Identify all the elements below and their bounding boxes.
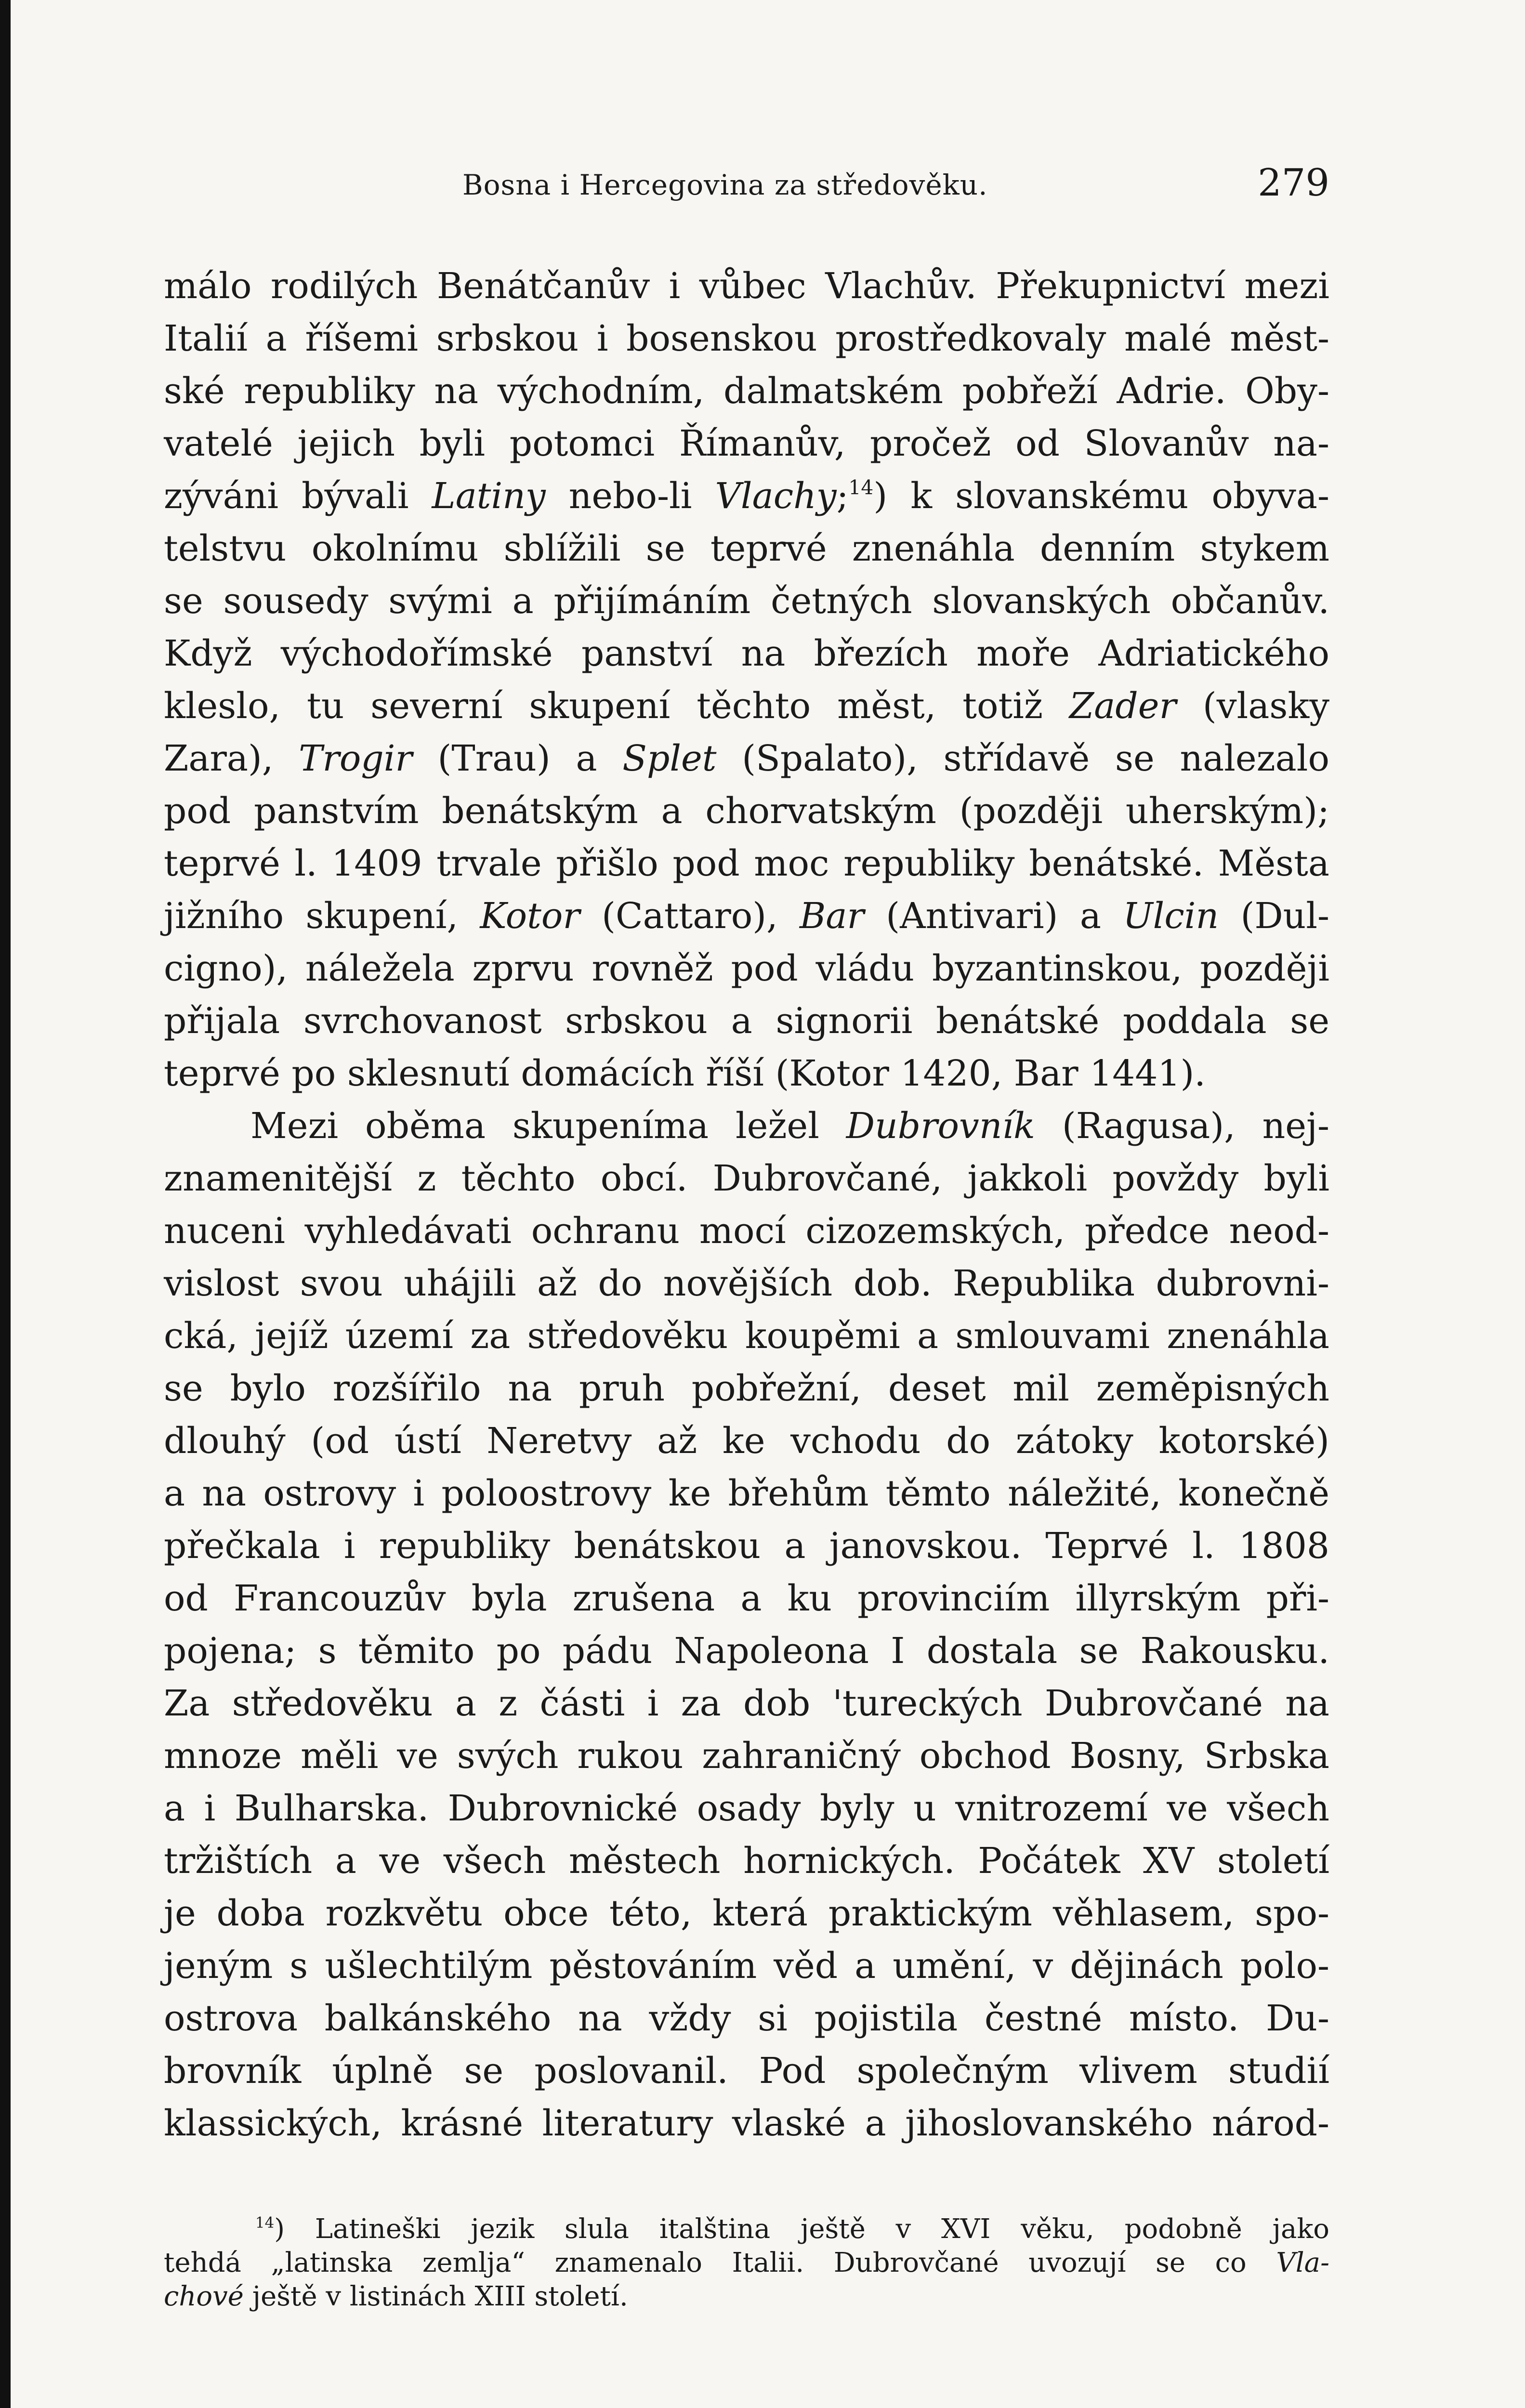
italic-term: Bar (800, 895, 864, 937)
page-header (164, 159, 1329, 212)
text-line: telstvu okolnímu sblížili se teprvé znenáhla denním stykem (164, 528, 1329, 569)
italic-term: Kotor (480, 895, 580, 937)
italic-term: Trogir (299, 738, 412, 779)
text-line: jižního skupení, Kotor (Cattaro), Bar (Antivari) a Ulcin (Dul- (164, 895, 1329, 937)
text-line: klassických, krásné literatury vlaské a jihoslovanského národ- (164, 2103, 1329, 2144)
footnote-line: chové ještě v listinách XIII století. (164, 2281, 628, 2312)
running-title: Bosna i Hercegovina za středověku. (462, 169, 988, 201)
footnote-line: tehdá „latinska zemlja“ znamenalo Italii. Dubrovčané uvozují se co Vla- (164, 2247, 1329, 2278)
text-line: cká, jejíž území za středověku koupěmi a smlouvami znenáhla (164, 1315, 1329, 1357)
page (164, 159, 1329, 2314)
italic-term: Ulcin (1123, 895, 1219, 937)
text-line: znamenitější z těchto obcí. Dubrovčané, jakkoli povždy byli (164, 1158, 1329, 1199)
text-line: Italií a říšemi srbskou i bosenskou prostředkovaly malé měst- (164, 318, 1329, 359)
text-line: kleslo, tu severní skupení těchto měst, totiž Zader (vlasky (164, 685, 1329, 727)
footnote-reference: 14 (848, 476, 874, 499)
text-line: jeným s ušlechtilým pěstováním věd a umění, v dějinách polo- (164, 1945, 1329, 1987)
footnote-marker: 14 (255, 2214, 275, 2232)
text-line: Za středověku a z části i za dob 'tureckých Dubrovčané na (164, 1683, 1329, 1724)
text-line: mnoze měli ve svých rukou zahraničný obchod Bosny, Srbska (164, 1735, 1329, 1777)
text-line: teprvé po sklesnutí domácích říší (Kotor 1420, Bar 1441). (164, 1053, 1206, 1094)
text-line: Když východořímské panství na březích moře Adriatického (164, 633, 1329, 674)
italic-term: Vlachy (715, 475, 837, 517)
text-line: se sousedy svými a přijímáním četných slovanských občanův. (164, 580, 1329, 622)
italic-term: Zader (1069, 685, 1176, 727)
text-line: teprvé l. 1409 trvale přišlo pod moc republiky benátské. Města (164, 843, 1329, 884)
text-line: přijala svrchovanost srbskou a signorii benátské poddala se (164, 1000, 1329, 1042)
text-line: brovník úplně se poslovanil. Pod společným vlivem studií (164, 2050, 1329, 2092)
body-text (164, 260, 1329, 2150)
italic-term: chové (164, 2281, 244, 2312)
text-line: málo rodilých Benátčanův i vůbec Vlachův. Překupnictví mezi (164, 265, 1329, 307)
text-line: se bylo rozšířilo na pruh pobřežní, deset mil zeměpisných (164, 1368, 1329, 1409)
text-line: vatelé jejich byli potomci Římanův, pročež od Slovanův na- (164, 423, 1329, 464)
text-line: cigno), náležela zprvu rovněž pod vládu byzantinskou, později (164, 948, 1329, 989)
text-line: od Francouzův byla zrušena a ku provinciím illyrským při- (164, 1578, 1329, 1619)
text-line: vislost svou uhájili až do novějších dob. Republika dubrovni- (164, 1263, 1329, 1304)
italic-term: Vla- (1276, 2247, 1329, 2278)
text-line: Zara), Trogir (Trau) a Splet (Spalato), střídavě se nalezalo (164, 738, 1330, 779)
italic-term: Latiny (432, 475, 546, 517)
footnote-line: $^{14}$) Latineški jezik slula italština ještě v XVI věku, podobně jako (255, 2213, 1329, 2245)
text-line: pod panstvím benátským a chorvatským (později uherským); (164, 790, 1329, 832)
footnote (164, 2212, 1329, 2314)
italic-term: Dubrovník (846, 1105, 1035, 1147)
text-line: zýváni bývali Latiny nebo-li Vlachy;$^{14}$) k slovanskému obyva- (164, 475, 1329, 517)
text-line: a na ostrovy i poloostrovy ke břehům těmto náležité, konečně (164, 1473, 1329, 1514)
text-line: dlouhý (od ústí Neretvy až ke vchodu do zátoky kotorské) (164, 1420, 1329, 1462)
text-line: Mezi oběma skupeníma ležel Dubrovník (Ragusa), nej- (250, 1105, 1329, 1147)
text-line: a i Bulharska. Dubrovnické osady byly u vnitrozemí ve všech (164, 1788, 1329, 1829)
text-line: přečkala i republiky benátskou a janovskou. Teprvé l. 1808 (164, 1525, 1329, 1567)
text-line: ské republiky na východním, dalmatském pobřeží Adrie. Oby- (164, 370, 1329, 412)
text-line: ostrova balkánského na vždy si pojistila čestné místo. Du- (164, 1998, 1329, 2039)
book-spine-edge (0, 0, 11, 2408)
text-line: je doba rozkvětu obce této, která praktickým věhlasem, spo- (164, 1893, 1329, 1934)
page-number: 279 (1258, 161, 1329, 205)
italic-term: Splet (622, 738, 717, 779)
text-line: tržištích a ve všech městech hornických. Počátek XV století (164, 1840, 1329, 1882)
text-line: nuceni vyhledávati ochranu mocí cizozemských, předce neod- (164, 1210, 1329, 1252)
text-line: pojena; s těmito po pádu Napoleona I dostala se Rakousku. (164, 1630, 1329, 1672)
